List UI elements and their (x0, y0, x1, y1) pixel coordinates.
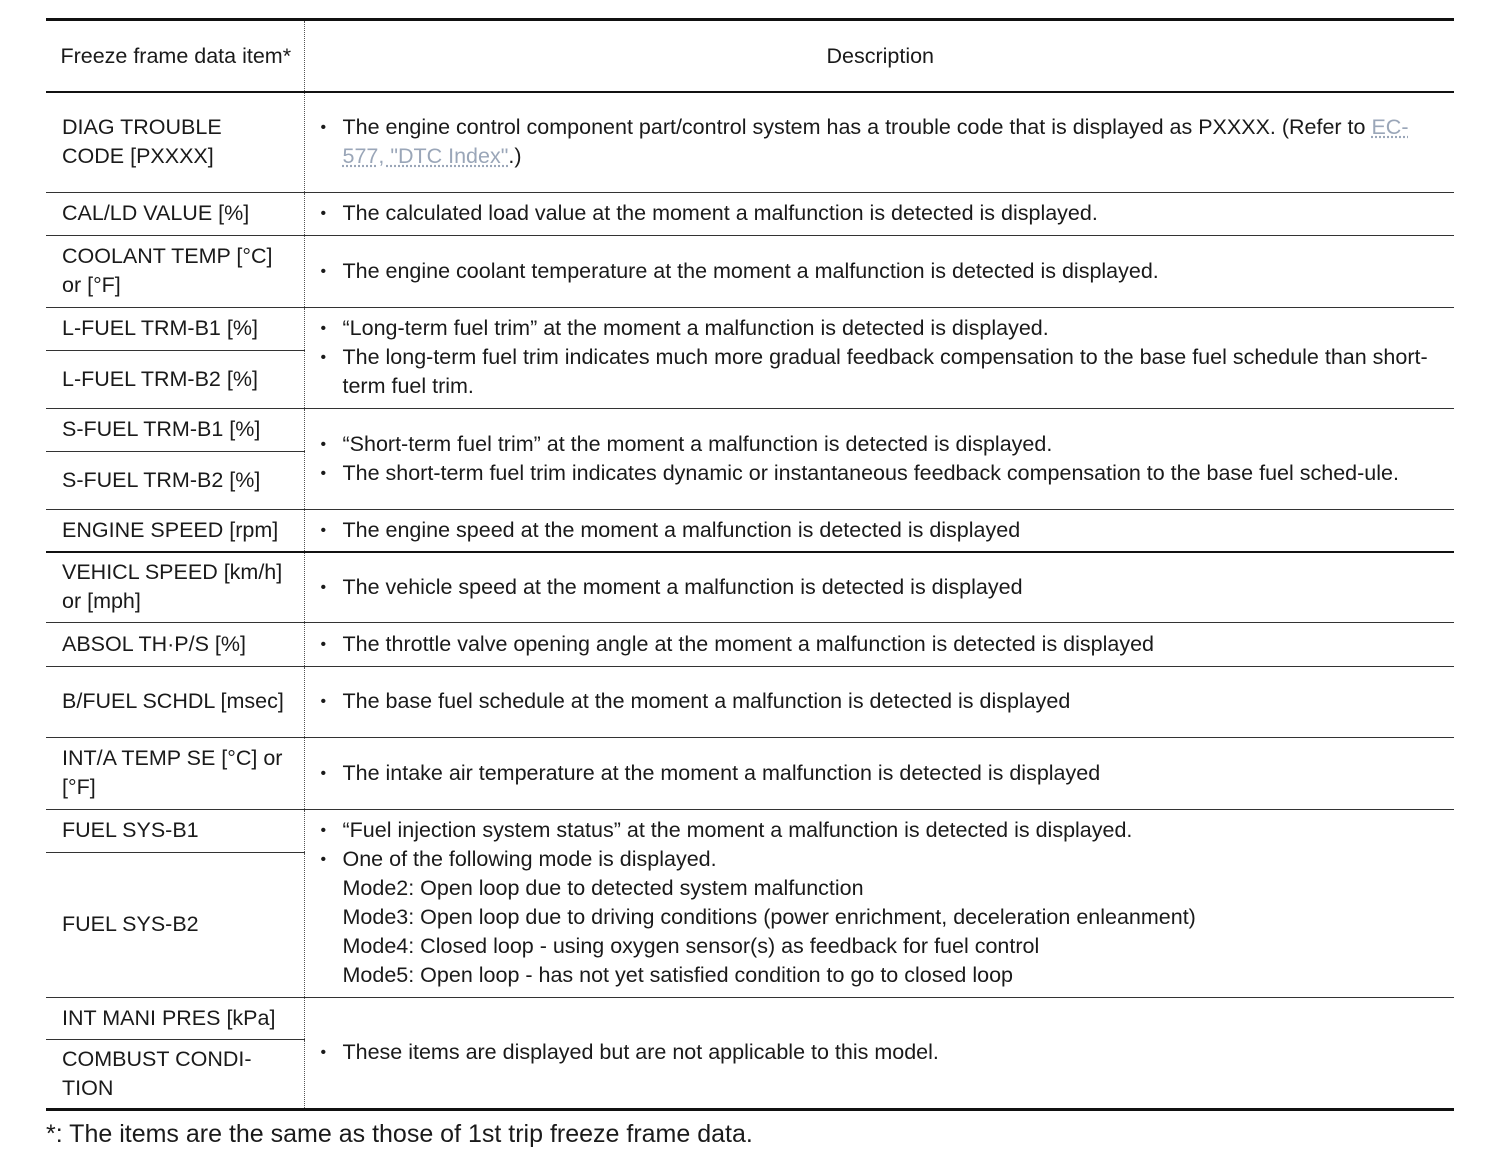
table-row (46, 307, 1454, 350)
table-row (46, 92, 1454, 192)
item-s-fuel-trm-b2: S-FUEL TRM-B2 [%] (46, 451, 304, 509)
table-row (46, 235, 1454, 307)
desc-bullet: • The vehicle speed at the moment a malfunction is detected is displayed (319, 573, 1443, 602)
item-l-fuel-trm-b1: L-FUEL TRM-B1 [%] (46, 307, 304, 350)
table-row (46, 408, 1454, 451)
desc-diag-trouble-code (304, 92, 1454, 192)
desc-bullet (319, 113, 1443, 171)
item-l-fuel-trm-b2: L-FUEL TRM-B2 [%] (46, 350, 304, 408)
desc-b-fuel-schdl (304, 666, 1454, 737)
item-absol-th-ps: ABSOL TH·P/S [%] (46, 622, 304, 666)
desc-bullet: • The base fuel schedule at the moment a malfunction is detected is displayed (319, 687, 1443, 716)
item-int-a-temp-se: INT/A TEMP SE [°C] or [°F] (46, 737, 304, 809)
desc-bullet: • The throttle valve opening angle at the moment a malfunction is detected is displayed (319, 630, 1443, 659)
desc-bullet: • The short-term fuel trim indicates dynamic or instantaneous feedback compensation to the base fuel sched-ule. (319, 459, 1443, 488)
table-row (46, 509, 1454, 552)
desc-bullet: • These items are displayed but are not applicable to this model. (319, 1038, 1443, 1067)
table-row (46, 192, 1454, 235)
item-vehicl-speed: VEHICL SPEED [km/h] or [mph] (46, 552, 304, 622)
desc-not-applicable (304, 997, 1454, 1109)
desc-engine-speed (304, 509, 1454, 552)
dtc-index-link[interactable]: EC-577, "DTC Index" (342, 115, 1409, 169)
mode-line: Mode4: Closed loop - using oxygen sensor(s) as feedback for fuel control (342, 934, 1040, 958)
item-combust-condition: COMBUST CONDI-TION (46, 1039, 304, 1109)
table-row (46, 997, 1454, 1039)
mode-line: Mode2: Open loop due to detected system malfunction (342, 876, 864, 900)
desc-l-fuel-trm (304, 307, 1454, 408)
desc-s-fuel-trm (304, 408, 1454, 509)
desc-text: The engine control component part/control system has a trouble code that is displayed as PXXXX. (Refer to (342, 115, 1372, 140)
desc-bullet: • One of the following mode is displayed. (319, 845, 1443, 874)
desc-bullet: • The engine coolant temperature at the moment a malfunction is detected is displayed. (319, 257, 1443, 286)
desc-bullet: • The calculated load value at the moment a malfunction is detected is displayed. (319, 199, 1443, 228)
desc-absol-th-ps (304, 622, 1454, 666)
item-fuel-sys-b2: FUEL SYS-B2 (46, 852, 304, 997)
desc-bullet: • The intake air temperature at the moment a malfunction is detected is displayed (319, 759, 1443, 788)
desc-bullet: • The engine speed at the moment a malfunction is detected is displayed (319, 516, 1443, 545)
item-int-mani-pres: INT MANI PRES [kPa] (46, 997, 304, 1039)
table-row (46, 552, 1454, 622)
item-coolant-temp: COOLANT TEMP [°C] or [°F] (46, 235, 304, 307)
freeze-frame-table (46, 18, 1454, 1111)
desc-bullet: • “Long-term fuel trim” at the moment a malfunction is detected is displayed. (319, 314, 1443, 343)
table-row (46, 809, 1454, 852)
desc-bullet: • “Fuel injection system status” at the moment a malfunction is detected is displayed. (319, 816, 1443, 845)
table-row (46, 737, 1454, 809)
desc-cal-ld-value (304, 192, 1454, 235)
item-s-fuel-trm-b1: S-FUEL TRM-B1 [%] (46, 408, 304, 451)
item-cal-ld-value: CAL/LD VALUE [%] (46, 192, 304, 235)
header-item-column: Freeze frame data item* (46, 20, 304, 93)
desc-int-a-temp-se (304, 737, 1454, 809)
item-diag-trouble-code: DIAG TROUBLE CODE [PXXXX] (46, 92, 304, 192)
desc-fuel-sys (304, 809, 1454, 997)
item-engine-speed: ENGINE SPEED [rpm] (46, 509, 304, 552)
header-description-column: Description (304, 20, 1454, 93)
desc-coolant-temp (304, 235, 1454, 307)
footnote: *: The items are the same as those of 1st trip freeze frame data. (46, 1120, 753, 1148)
desc-text-end: .) (508, 144, 522, 169)
table-row (46, 622, 1454, 666)
desc-vehicl-speed (304, 552, 1454, 622)
desc-bullet: • The long-term fuel trim indicates much more gradual feedback compensation to the base fuel schedule than short-term fuel trim. (319, 343, 1443, 401)
desc-bullet: • “Short-term fuel trim” at the moment a malfunction is detected is displayed. (319, 430, 1443, 459)
item-fuel-sys-b1: FUEL SYS-B1 (46, 809, 304, 852)
header-row (46, 20, 1454, 93)
mode-line: Mode3: Open loop due to driving conditions (power enrichment, deceleration enleanment) (342, 905, 1196, 929)
table-row (46, 666, 1454, 737)
item-b-fuel-schdl: B/FUEL SCHDL [msec] (46, 666, 304, 737)
mode-line: Mode5: Open loop - has not yet satisfied condition to go to closed loop (342, 963, 1014, 987)
